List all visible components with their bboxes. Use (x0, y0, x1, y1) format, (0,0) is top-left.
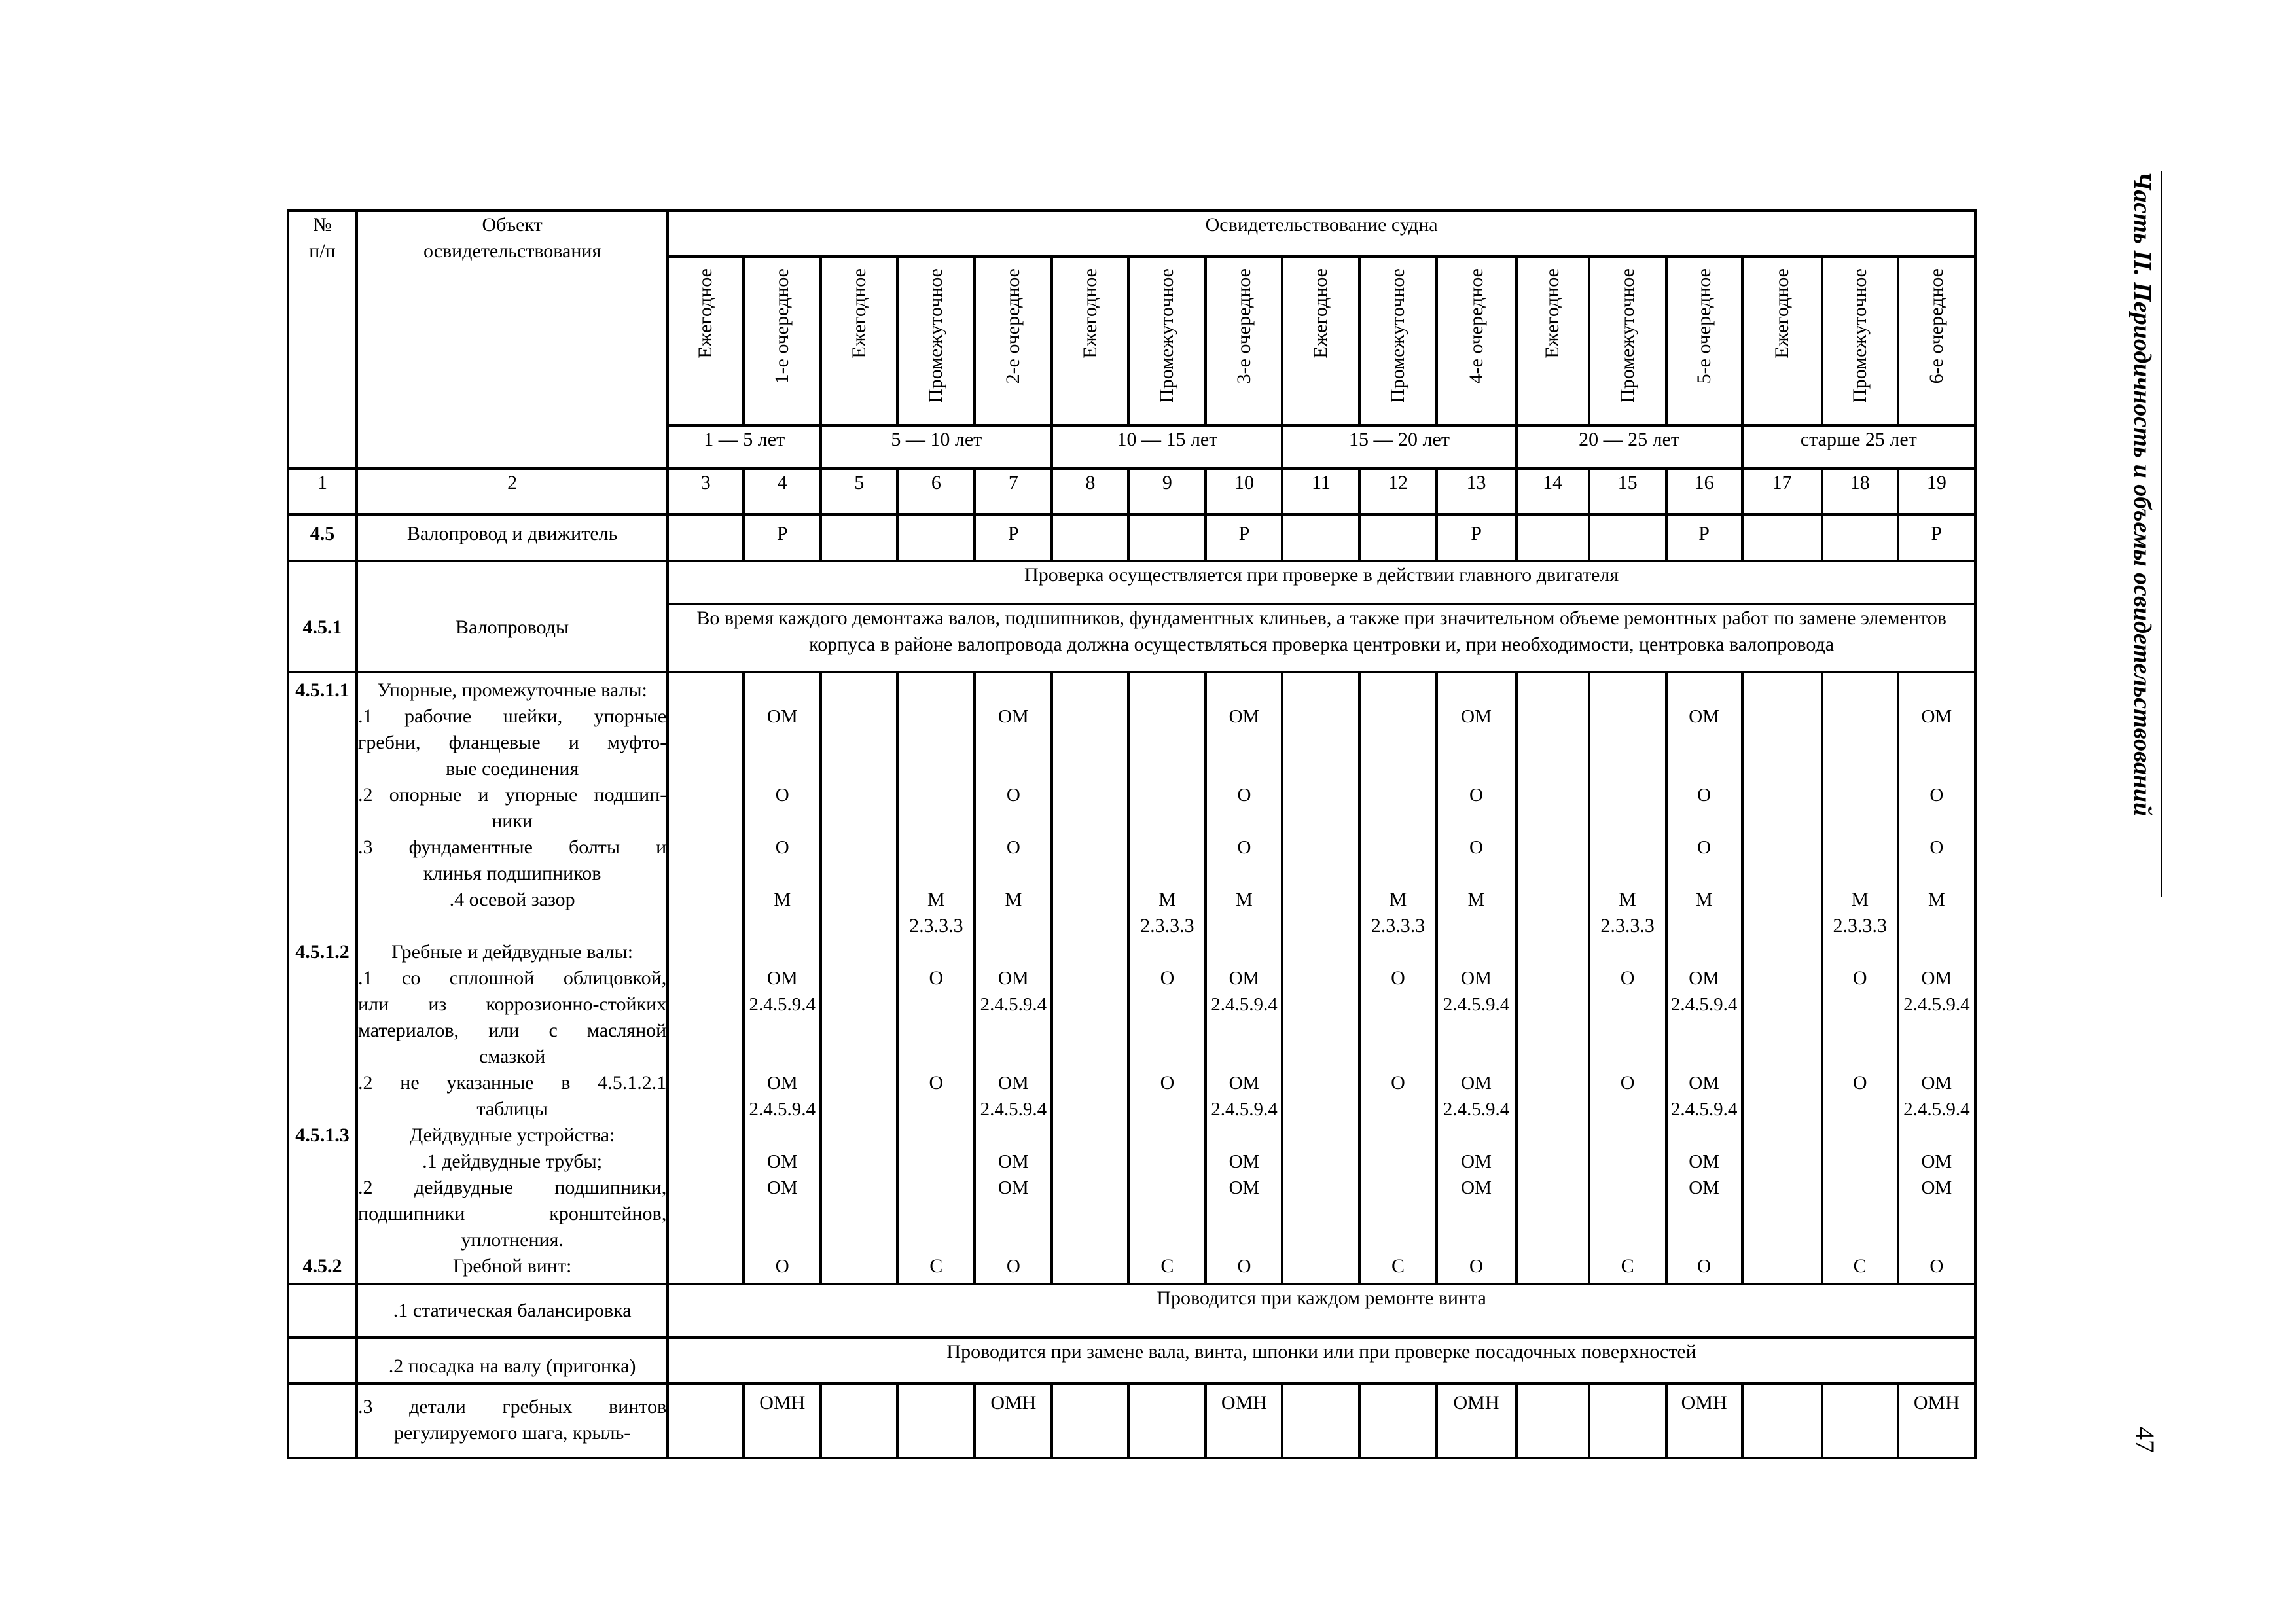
survey-mark: ОМ (997, 1072, 1029, 1094)
rule-reference: 2.3.3.3 (1600, 914, 1655, 936)
survey-mark (1822, 1383, 1898, 1458)
header-age-group: старше 25 лет (1742, 425, 1975, 469)
item-label (357, 1383, 668, 1458)
column-number: 11 (1282, 469, 1359, 514)
survey-mark: О (775, 836, 789, 858)
survey-type-label: 2-е очередное (1002, 268, 1024, 384)
header-survey-type (897, 257, 975, 425)
survey-mark: О (1929, 836, 1944, 858)
survey-type-label: Ежегодное (1079, 268, 1101, 359)
survey-mark: О (1160, 1071, 1175, 1094)
item-label: Валопровод и движитель (357, 514, 668, 560)
survey-mark (821, 1383, 897, 1458)
survey-mark (1822, 514, 1898, 560)
header-survey-type (1206, 257, 1282, 425)
column-number: 8 (1052, 469, 1128, 514)
survey-mark: М (1851, 888, 1869, 910)
header-survey-title: Освидетельствование судна (668, 211, 1975, 257)
item-label-text: Упорные, промежуточные валы: (377, 679, 647, 701)
survey-mark: ОМ (1689, 705, 1719, 727)
rule-reference: 2.4.5.9.4 (980, 1098, 1047, 1120)
survey-type-label: Ежегодное (1541, 268, 1564, 359)
item-number (288, 1338, 357, 1383)
survey-column (1742, 672, 1822, 1284)
header-age-group: 20 — 25 лет (1516, 425, 1742, 469)
page-number: 47 (2130, 1427, 2160, 1453)
survey-mark: ОМ (1921, 705, 1952, 727)
text-line: таблицы (476, 1097, 548, 1120)
survey-mark: О (1469, 836, 1483, 858)
survey-mark: ОМ (997, 1177, 1029, 1198)
item-label-text: .4 осевой зазор (449, 888, 575, 910)
note-text: Во время каждого демонтажа валов, подшипников, фундаментных клиньев, а также при значительном объеме ремонтных работ по замене элементов корпуса в районе валопровода должна осуществляться проверка центровки и, при необходимости, центровка валопровода (668, 604, 1975, 672)
survey-mark: О (1237, 836, 1251, 858)
survey-mark: ОМН (1437, 1383, 1516, 1458)
survey-mark (1282, 1383, 1359, 1458)
text-line: материалов, или с масляной (358, 1019, 667, 1041)
survey-mark: М (1158, 888, 1176, 910)
survey-mark: ОМН (1898, 1383, 1975, 1458)
text-line: смазкой (478, 1045, 546, 1067)
header-survey-type (975, 257, 1052, 425)
survey-mark: Р (1206, 514, 1282, 560)
rule-reference: 2.3.3.3 (1833, 914, 1887, 936)
survey-type-label: 3-е очередное (1232, 268, 1255, 384)
text-line: .1 рабочие шейки, упорные (358, 705, 667, 727)
survey-type-label: Ежегодное (694, 268, 717, 359)
survey-mark: ОМ (766, 967, 798, 989)
header-column-numbers (288, 469, 1975, 514)
survey-type-label: 4-е очередное (1465, 268, 1487, 384)
column-number: 1 (288, 469, 357, 514)
survey-column (821, 672, 897, 1284)
rule-reference: 2.4.5.9.4 (1211, 993, 1278, 1015)
survey-mark: ОМ (997, 705, 1029, 727)
survey-mark: М (1467, 889, 1485, 910)
survey-mark: М (1389, 888, 1407, 910)
header-survey-type (1437, 257, 1516, 425)
survey-type-label: Промежуточное (1156, 268, 1178, 403)
survey-column (1282, 672, 1359, 1284)
header-survey-type (1128, 257, 1206, 425)
text-line: клинья подшипников (423, 862, 601, 884)
text-line: .1 со сплошной облицовкой, (358, 967, 667, 989)
column-number: 5 (821, 469, 897, 514)
survey-mark: ОМ (1229, 1177, 1260, 1198)
rule-reference: 2.4.5.9.4 (1903, 993, 1970, 1015)
item-numbers (288, 672, 357, 1284)
row-note-check (288, 561, 1975, 604)
survey-mark: ОМ (1229, 967, 1260, 989)
column-number: 15 (1589, 469, 1666, 514)
survey-mark: О (1852, 1071, 1867, 1094)
row-4-5-2-1 (288, 1284, 1975, 1338)
survey-type-label: 5-е очередное (1693, 268, 1715, 384)
survey-mark: ОМ (1689, 1072, 1719, 1094)
item-label-text: Валопроводы (456, 616, 569, 638)
item-number-text: 4.5.1.2 (295, 940, 350, 963)
column-number: 16 (1666, 469, 1742, 514)
survey-type-label: 1-е очередное (771, 268, 793, 384)
survey-mark (821, 514, 897, 560)
survey-mark: О (1929, 784, 1944, 806)
item-number-text: 4.5.1.1 (295, 679, 350, 701)
survey-mark: ОМН (975, 1383, 1052, 1458)
survey-mark: С (1621, 1255, 1634, 1277)
text-line: уплотнения. (461, 1228, 564, 1251)
text-line: или из коррозионно-стойких (358, 993, 667, 1015)
note-text: Проверка осуществляется при проверке в действии главного двигателя (668, 561, 1975, 604)
survey-mark: О (1620, 967, 1635, 989)
survey-column (1822, 672, 1898, 1284)
survey-mark: ОМ (1229, 1072, 1260, 1094)
survey-mark: ОМ (766, 705, 798, 727)
header-survey-type (1359, 257, 1436, 425)
item-number (288, 561, 357, 672)
item-number-text: 4.5.2 (302, 1255, 342, 1277)
survey-mark: С (1160, 1255, 1174, 1277)
item-number (288, 1383, 357, 1458)
survey-mark: Р (744, 514, 821, 560)
header-age-group: 15 — 20 лет (1282, 425, 1516, 469)
item-label-text: Гребной винт: (452, 1255, 572, 1277)
item-labels (357, 672, 668, 1284)
header-survey-type (668, 257, 744, 425)
survey-mark: ОМН (744, 1383, 821, 1458)
survey-mark: О (1237, 784, 1251, 806)
text-line: .3 детали гребных винтов (358, 1395, 667, 1418)
survey-mark: ОМ (1229, 1150, 1260, 1172)
survey-column (1437, 672, 1516, 1284)
survey-mark: М (1695, 889, 1713, 910)
item-label-text: Дейдвудные устройства: (409, 1124, 615, 1146)
text-line: подшипники кронштейнов, (358, 1202, 667, 1224)
survey-mark: ОМ (997, 967, 1029, 989)
column-number: 6 (897, 469, 975, 514)
survey-mark: О (1160, 967, 1175, 989)
item-label (357, 561, 668, 672)
column-number: 10 (1206, 469, 1282, 514)
header-age-group: 1 — 5 лет (668, 425, 821, 469)
survey-mark: Р (1898, 514, 1975, 560)
survey-type-label: Ежегодное (1310, 268, 1332, 359)
survey-table (287, 209, 1977, 1459)
survey-mark: ОМ (1229, 705, 1260, 727)
header-no: № п/п (288, 211, 357, 469)
section-title: Часть II. Периодичность и объемы освидетельствований (2128, 171, 2156, 817)
text-line: регулируемого шага, крыль- (393, 1421, 631, 1444)
survey-mark (1516, 1383, 1589, 1458)
survey-mark: ОМ (1461, 1177, 1492, 1198)
survey-mark: М (1928, 889, 1945, 910)
survey-mark: С (1391, 1255, 1405, 1277)
survey-mark: ОМ (1689, 1150, 1719, 1172)
item-number-text: 4.5.1 (302, 616, 342, 638)
survey-column (1666, 672, 1742, 1284)
header-survey-type (1052, 257, 1128, 425)
survey-mark (1742, 514, 1822, 560)
item-label: .2 посадка на валу (пригонка) (357, 1338, 668, 1383)
item-number: 4.5 (288, 514, 357, 560)
survey-mark (1128, 514, 1206, 560)
survey-mark: ОМ (1689, 1177, 1719, 1198)
text-line: .3 фундаментные болты и (358, 836, 667, 858)
item-label-text: Гребные и дейдвудные валы: (391, 940, 634, 963)
survey-mark: О (1697, 836, 1712, 858)
column-number: 3 (668, 469, 744, 514)
survey-mark: О (1697, 784, 1712, 806)
survey-mark: ОМ (766, 1150, 798, 1172)
survey-mark (1589, 1383, 1666, 1458)
survey-mark: ОМН (1666, 1383, 1742, 1458)
survey-mark: М (1236, 889, 1253, 910)
column-number: 19 (1898, 469, 1975, 514)
survey-mark: О (1469, 1255, 1483, 1277)
header-survey-type (1516, 257, 1589, 425)
survey-mark (897, 1383, 975, 1458)
column-number: 12 (1359, 469, 1436, 514)
survey-mark: ОМ (1921, 1177, 1952, 1198)
text-line: .2 опорные и упорные подшип- (358, 783, 667, 806)
column-number: 7 (975, 469, 1052, 514)
rule-reference: 2.4.5.9.4 (1211, 1098, 1278, 1120)
survey-mark: С (929, 1255, 943, 1277)
survey-mark: О (1006, 784, 1020, 806)
rule-reference: 2.4.5.9.4 (749, 993, 816, 1015)
survey-mark (1589, 514, 1666, 560)
survey-mark: ОМ (1461, 705, 1492, 727)
survey-column (1206, 672, 1282, 1284)
survey-mark: ОМ (1921, 967, 1952, 989)
header-age-group: 10 — 15 лет (1052, 425, 1282, 469)
survey-column (1128, 672, 1206, 1284)
row-4-5 (288, 514, 1975, 560)
survey-mark: О (1237, 1255, 1251, 1277)
rule-reference: 2.4.5.9.4 (1443, 993, 1510, 1015)
survey-mark: О (775, 784, 789, 806)
survey-mark: ОМ (1921, 1072, 1952, 1094)
survey-mark: О (1006, 1255, 1020, 1277)
note-text: Проводится при каждом ремонте винта (668, 1284, 1975, 1338)
survey-mark: ОМ (766, 1072, 798, 1094)
text-line: .2 не указанные в 4.5.1.2.1 (358, 1071, 667, 1094)
survey-mark (1359, 1383, 1436, 1458)
survey-mark: О (1929, 1255, 1944, 1277)
survey-type-label: Промежуточное (1848, 268, 1871, 403)
survey-mark: Р (1666, 514, 1742, 560)
text-line: .2 дейдвудные подшипники, (358, 1176, 667, 1198)
survey-type-label: Промежуточное (1387, 268, 1408, 403)
survey-mark (668, 1383, 744, 1458)
column-number: 18 (1822, 469, 1898, 514)
survey-column (1589, 672, 1666, 1284)
survey-type-label: Промежуточное (1616, 268, 1638, 403)
survey-mark: М (1619, 888, 1636, 910)
survey-mark: ОМ (1921, 1150, 1952, 1172)
rule-reference: 2.4.5.9.4 (1903, 1098, 1970, 1120)
survey-mark: О (1391, 1071, 1405, 1094)
item-number-text: 4.5.1.3 (295, 1124, 350, 1146)
survey-column (1359, 672, 1436, 1284)
side-margin (2124, 171, 2170, 1474)
row-4-5-2-2 (288, 1338, 1975, 1383)
survey-mark: М (774, 889, 791, 910)
header-survey-type (744, 257, 821, 425)
survey-mark (1359, 514, 1436, 560)
survey-column (1516, 672, 1589, 1284)
survey-mark (1128, 1383, 1206, 1458)
survey-mark: О (1391, 967, 1405, 989)
rule-reference: 2.4.5.9.4 (1670, 1098, 1738, 1120)
survey-mark: ОМ (766, 1177, 798, 1198)
survey-column (897, 672, 975, 1284)
survey-mark: О (1620, 1071, 1635, 1094)
note-text: Проводится при замене вала, винта, шпонки или при проверке посадочных поверхностей (668, 1338, 1975, 1383)
rule-reference: 2.3.3.3 (1140, 914, 1194, 936)
survey-mark: Р (1437, 514, 1516, 560)
rule-reference: 2.4.5.9.4 (980, 993, 1047, 1015)
header-object: Объект освидетельствования (357, 211, 668, 469)
survey-mark: О (775, 1255, 789, 1277)
text-line: ники (492, 810, 533, 832)
survey-mark (668, 514, 744, 560)
survey-mark: ОМН (1206, 1383, 1282, 1458)
survey-mark: О (1469, 784, 1483, 806)
survey-mark: С (1853, 1255, 1867, 1277)
header-survey-type (1282, 257, 1359, 425)
section-title-underline (2161, 171, 2162, 897)
survey-column (975, 672, 1052, 1284)
survey-mark: О (1006, 836, 1020, 858)
header-survey-type (1666, 257, 1742, 425)
survey-mark (1282, 514, 1359, 560)
survey-mark: ОМ (1689, 967, 1719, 989)
header-survey-type (1589, 257, 1666, 425)
header-age-group: 5 — 10 лет (821, 425, 1052, 469)
column-number: 4 (744, 469, 821, 514)
survey-mark (897, 514, 975, 560)
column-number: 9 (1128, 469, 1206, 514)
survey-type-label: Ежегодное (1770, 268, 1793, 359)
row-4-5-2-3 (288, 1383, 1975, 1458)
survey-mark: Р (975, 514, 1052, 560)
header-survey-type (1822, 257, 1898, 425)
survey-mark: О (1852, 967, 1867, 989)
rule-reference: 2.4.5.9.4 (1670, 993, 1738, 1015)
survey-mark: ОМ (1461, 1072, 1492, 1094)
header-survey-type (1898, 257, 1975, 425)
survey-mark: М (1005, 889, 1022, 910)
survey-mark: ОМ (1461, 967, 1492, 989)
survey-column (744, 672, 821, 1284)
survey-mark (1516, 514, 1589, 560)
rule-reference: 2.4.5.9.4 (1443, 1098, 1510, 1120)
rule-reference: 2.3.3.3 (1371, 914, 1426, 936)
header-survey-type (821, 257, 897, 425)
column-number: 2 (357, 469, 668, 514)
column-number: 13 (1437, 469, 1516, 514)
row-shafts-block (288, 672, 1975, 1284)
text-line: вые соединения (445, 757, 579, 779)
survey-type-label: 6-е очередное (1925, 268, 1947, 384)
survey-type-label: Промежуточное (925, 268, 947, 403)
survey-type-label: Ежегодное (848, 268, 870, 359)
item-label: .1 статическая балансировка (357, 1284, 668, 1338)
item-label-text: .1 дейдвудные трубы; (422, 1150, 603, 1172)
survey-mark: ОМ (1461, 1150, 1492, 1172)
survey-mark: ОМ (997, 1150, 1029, 1172)
survey-mark (1742, 1383, 1822, 1458)
survey-table-page (287, 209, 1977, 1459)
survey-mark (1052, 514, 1128, 560)
survey-column (1898, 672, 1975, 1284)
survey-mark: О (929, 967, 944, 989)
survey-mark (1052, 1383, 1128, 1458)
survey-mark: М (927, 888, 945, 910)
item-number (288, 1284, 357, 1338)
column-number: 14 (1516, 469, 1589, 514)
survey-mark: О (1697, 1255, 1712, 1277)
header-survey-type (1742, 257, 1822, 425)
rule-reference: 2.4.5.9.4 (749, 1098, 816, 1120)
survey-mark: О (929, 1071, 944, 1094)
survey-column (668, 672, 744, 1284)
column-number: 17 (1742, 469, 1822, 514)
survey-column (1052, 672, 1128, 1284)
rule-reference: 2.3.3.3 (909, 914, 963, 936)
text-line: гребни, фланцевые и муфто- (358, 731, 667, 753)
